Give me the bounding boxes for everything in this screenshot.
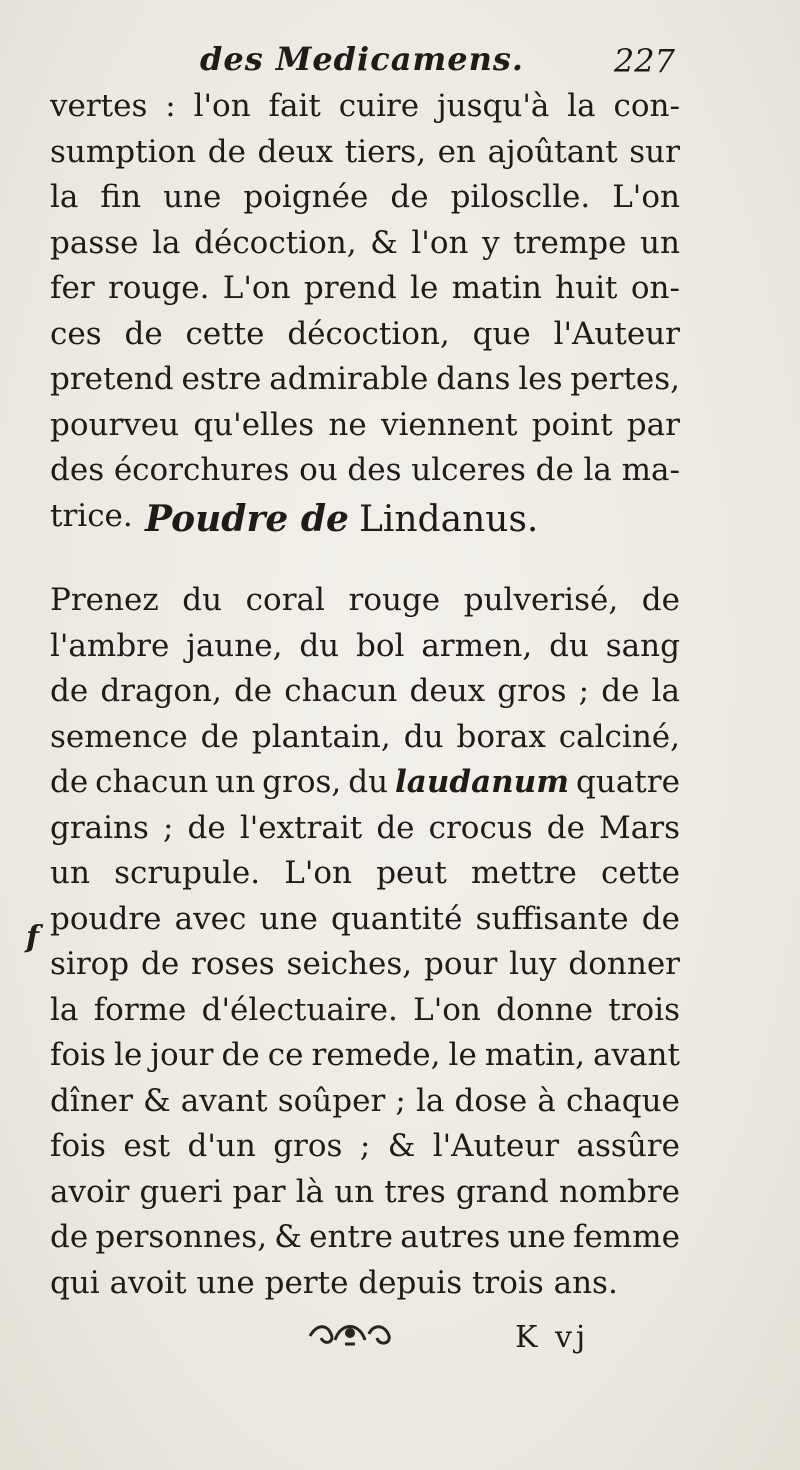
page-number: 227 [613,42,675,80]
text-line: pretend estre admirable dans les pertes, [50,361,680,397]
section-heading [145,492,645,547]
running-title: des Medicamens. [200,40,525,78]
text-line: l'ambre jaune, du bol armen, du sang [50,627,680,664]
text-line: Prenez du coral rouge pulverisé, de [50,582,680,618]
text-line: pourveu qu'elles ne viennent point par [50,406,680,443]
text-line: sumption de deux tiers, en ajoûtant sur [50,133,680,170]
text-line: grains ; de l'extrait de crocus de Mars [50,809,680,846]
text-line: fois est d'un gros ; & l'Auteur assûre [50,1128,680,1164]
text-line: ces de cette décoction, que l'Auteur [50,315,680,352]
text-line: fois le jour de ce remede, le matin, avant [50,1037,680,1073]
text-line: sirop de roses seiches, pour luy donner [50,946,680,982]
text-line: qui avoit une perte depuis trois ans. [50,1264,618,1301]
text-line: de chacun un gros, du laudanum quatre [50,764,680,800]
text-line: la forme d'électuaire. L'on donne trois [50,991,680,1028]
text-line: trice. [50,497,133,534]
text-line: passe la décoction, & l'on y trempe un [50,224,680,261]
section-heading-roman: Lindanus. [358,499,539,540]
text-line: la fin une poignée de pilosclle. L'on [50,179,680,215]
text-line: dîner & avant soûper ; la dose à chaque [50,1082,680,1119]
text-line: poudre avec une quantité suffisante de [50,900,680,937]
text-line: de personnes, & entre autres une femme [50,1219,680,1255]
section-heading-italic: Poudre de [145,498,349,540]
text-line: de dragon, de chacun deux gros ; de la [50,673,680,709]
text-line: des écorchures ou des ulceres de la ma- [50,452,680,488]
text-line: semence de plantain, du borax calciné, [50,718,680,755]
text-line: fer rouge. L'on prend le matin huit on- [50,270,680,306]
running-head [200,40,675,90]
signature-mark: K vj [515,1320,590,1355]
margin-mark: f [26,920,39,955]
text-line: avoir gueri par là un tres grand nombre [50,1173,680,1210]
paragraph-1 [50,84,680,539]
text-line: un scrupule. L'on peut mettre cette [50,855,680,891]
paragraph-2 [50,578,680,1306]
fleuron-ornament-icon [305,1318,395,1348]
text-line: vertes : l'on fait cuire jusqu'à la con- [50,88,680,124]
